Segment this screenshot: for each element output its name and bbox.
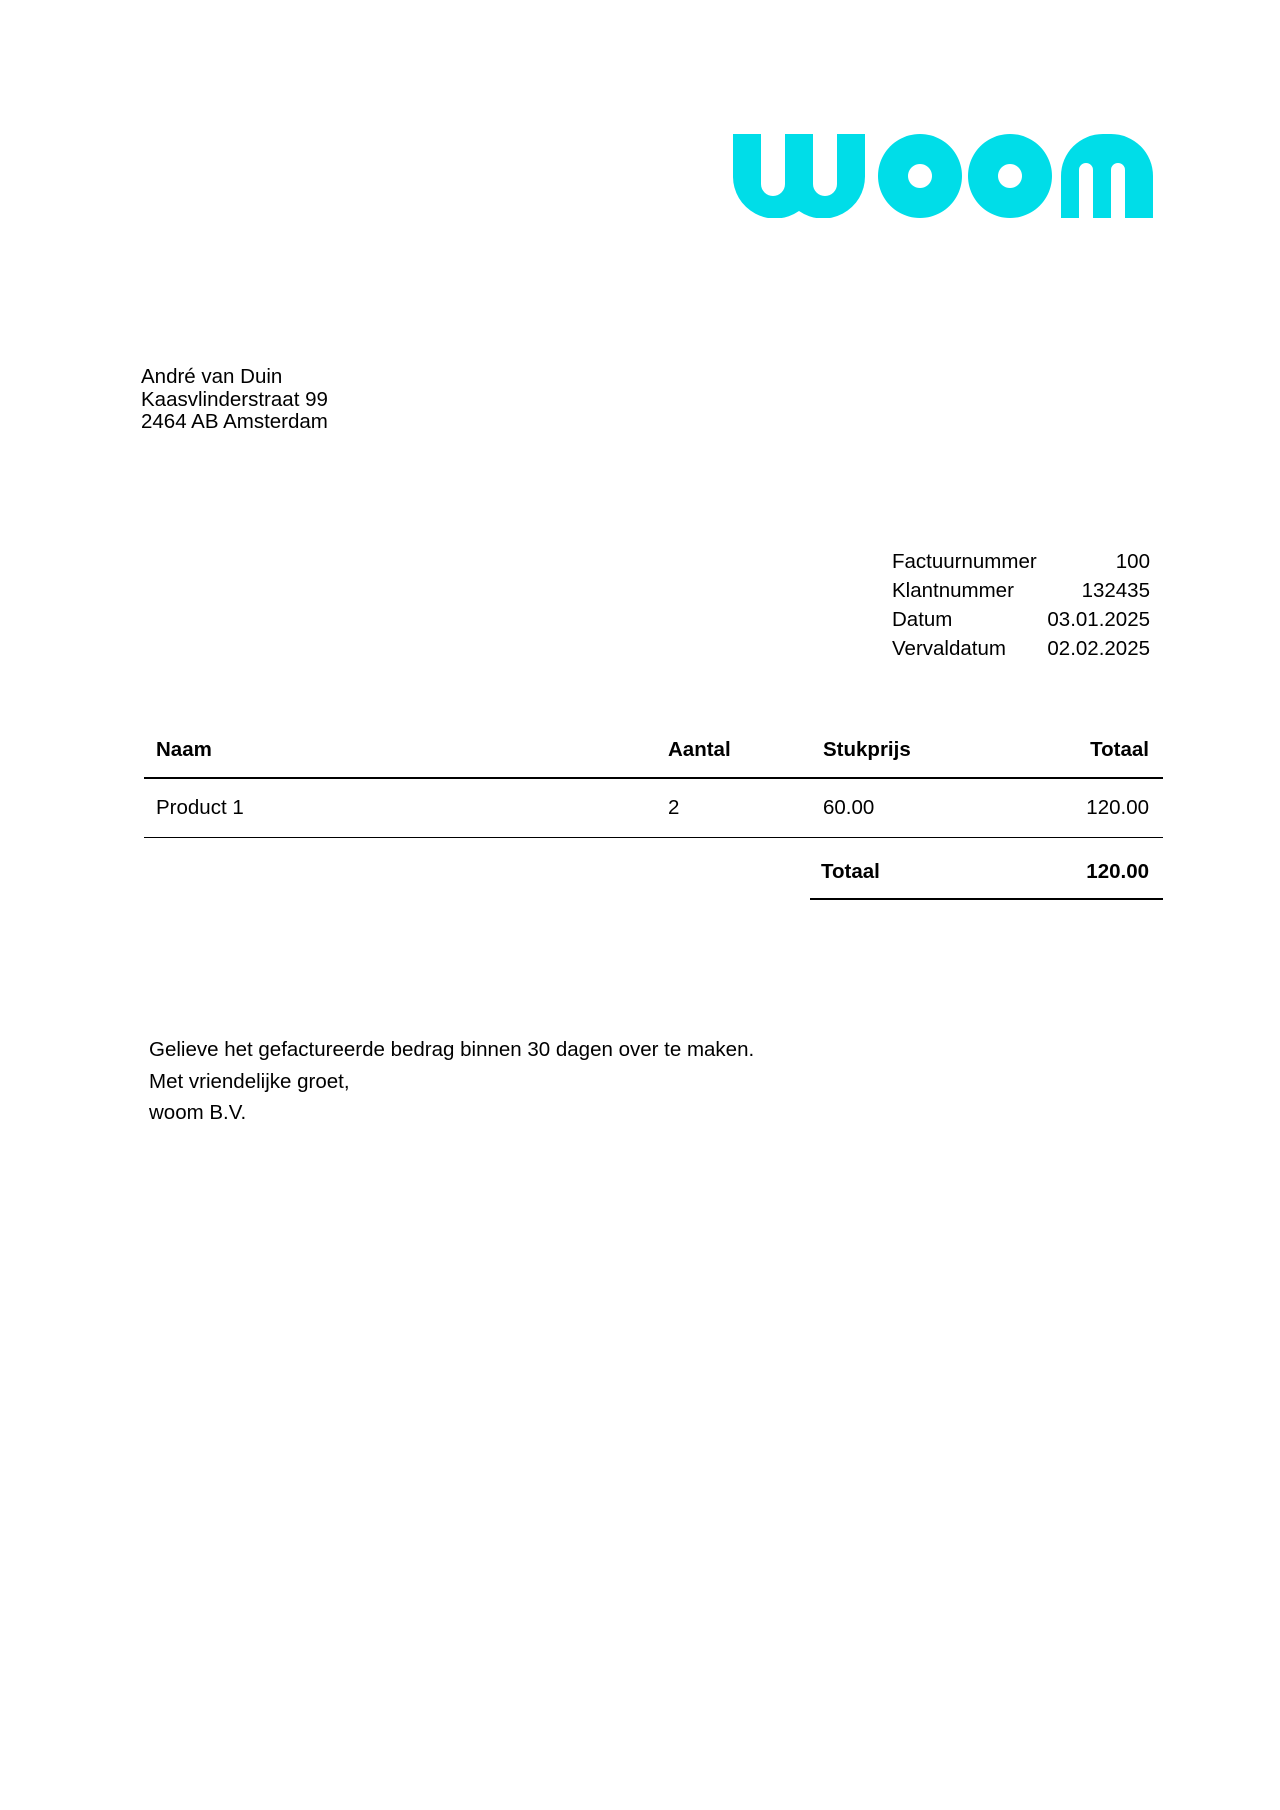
meta-label: Datum (892, 608, 953, 631)
recipient-street: Kaasvlinderstraat 99 (141, 387, 328, 411)
meta-value: 02.02.2025 (1047, 637, 1150, 660)
recipient-city: 2464 AB Amsterdam (141, 410, 328, 433)
header-total: Totaal (1090, 737, 1149, 761)
table-row (144, 779, 1163, 838)
meta-label: Vervaldatum (892, 637, 1006, 660)
item-qty: 2 (668, 796, 680, 819)
item-price: 60.00 (823, 796, 875, 819)
meta-value: 132435 (1081, 579, 1150, 602)
closing-payment-note: Gelieve het gefactureerde bedrag binnen 30 dagen over te maken. (149, 1038, 755, 1061)
recipient-address (141, 366, 328, 434)
woom-logo (733, 134, 1153, 218)
item-total: 120.00 (1086, 796, 1149, 819)
grand-total-label: Totaal (821, 860, 880, 883)
meta-row-date (892, 605, 1150, 634)
header-qty: Aantal (668, 737, 731, 761)
grand-total (810, 838, 1163, 900)
item-name: Product 1 (156, 796, 244, 819)
closing-greeting: Met vriendelijke groet, (149, 1069, 350, 1093)
line-items-table (144, 722, 1163, 838)
header-name: Naam (156, 737, 212, 761)
header-price: Stukprijs (823, 737, 911, 761)
meta-row-due-date (892, 634, 1150, 663)
invoice-meta (892, 547, 1150, 663)
woom-logo-shapes (733, 134, 1153, 218)
closing-company: woom B.V. (149, 1101, 247, 1124)
meta-value: 03.01.2025 (1047, 608, 1150, 631)
closing-text (149, 1034, 754, 1129)
meta-row-customer-number (892, 576, 1150, 605)
table-header-row (144, 722, 1163, 779)
meta-value: 100 (1115, 550, 1150, 573)
meta-label: Klantnummer (892, 579, 1014, 602)
meta-row-invoice-number (892, 547, 1150, 576)
grand-total-value: 120.00 (1086, 860, 1149, 883)
recipient-name: André van Duin (141, 365, 283, 388)
meta-label: Factuurnummer (892, 550, 1037, 573)
